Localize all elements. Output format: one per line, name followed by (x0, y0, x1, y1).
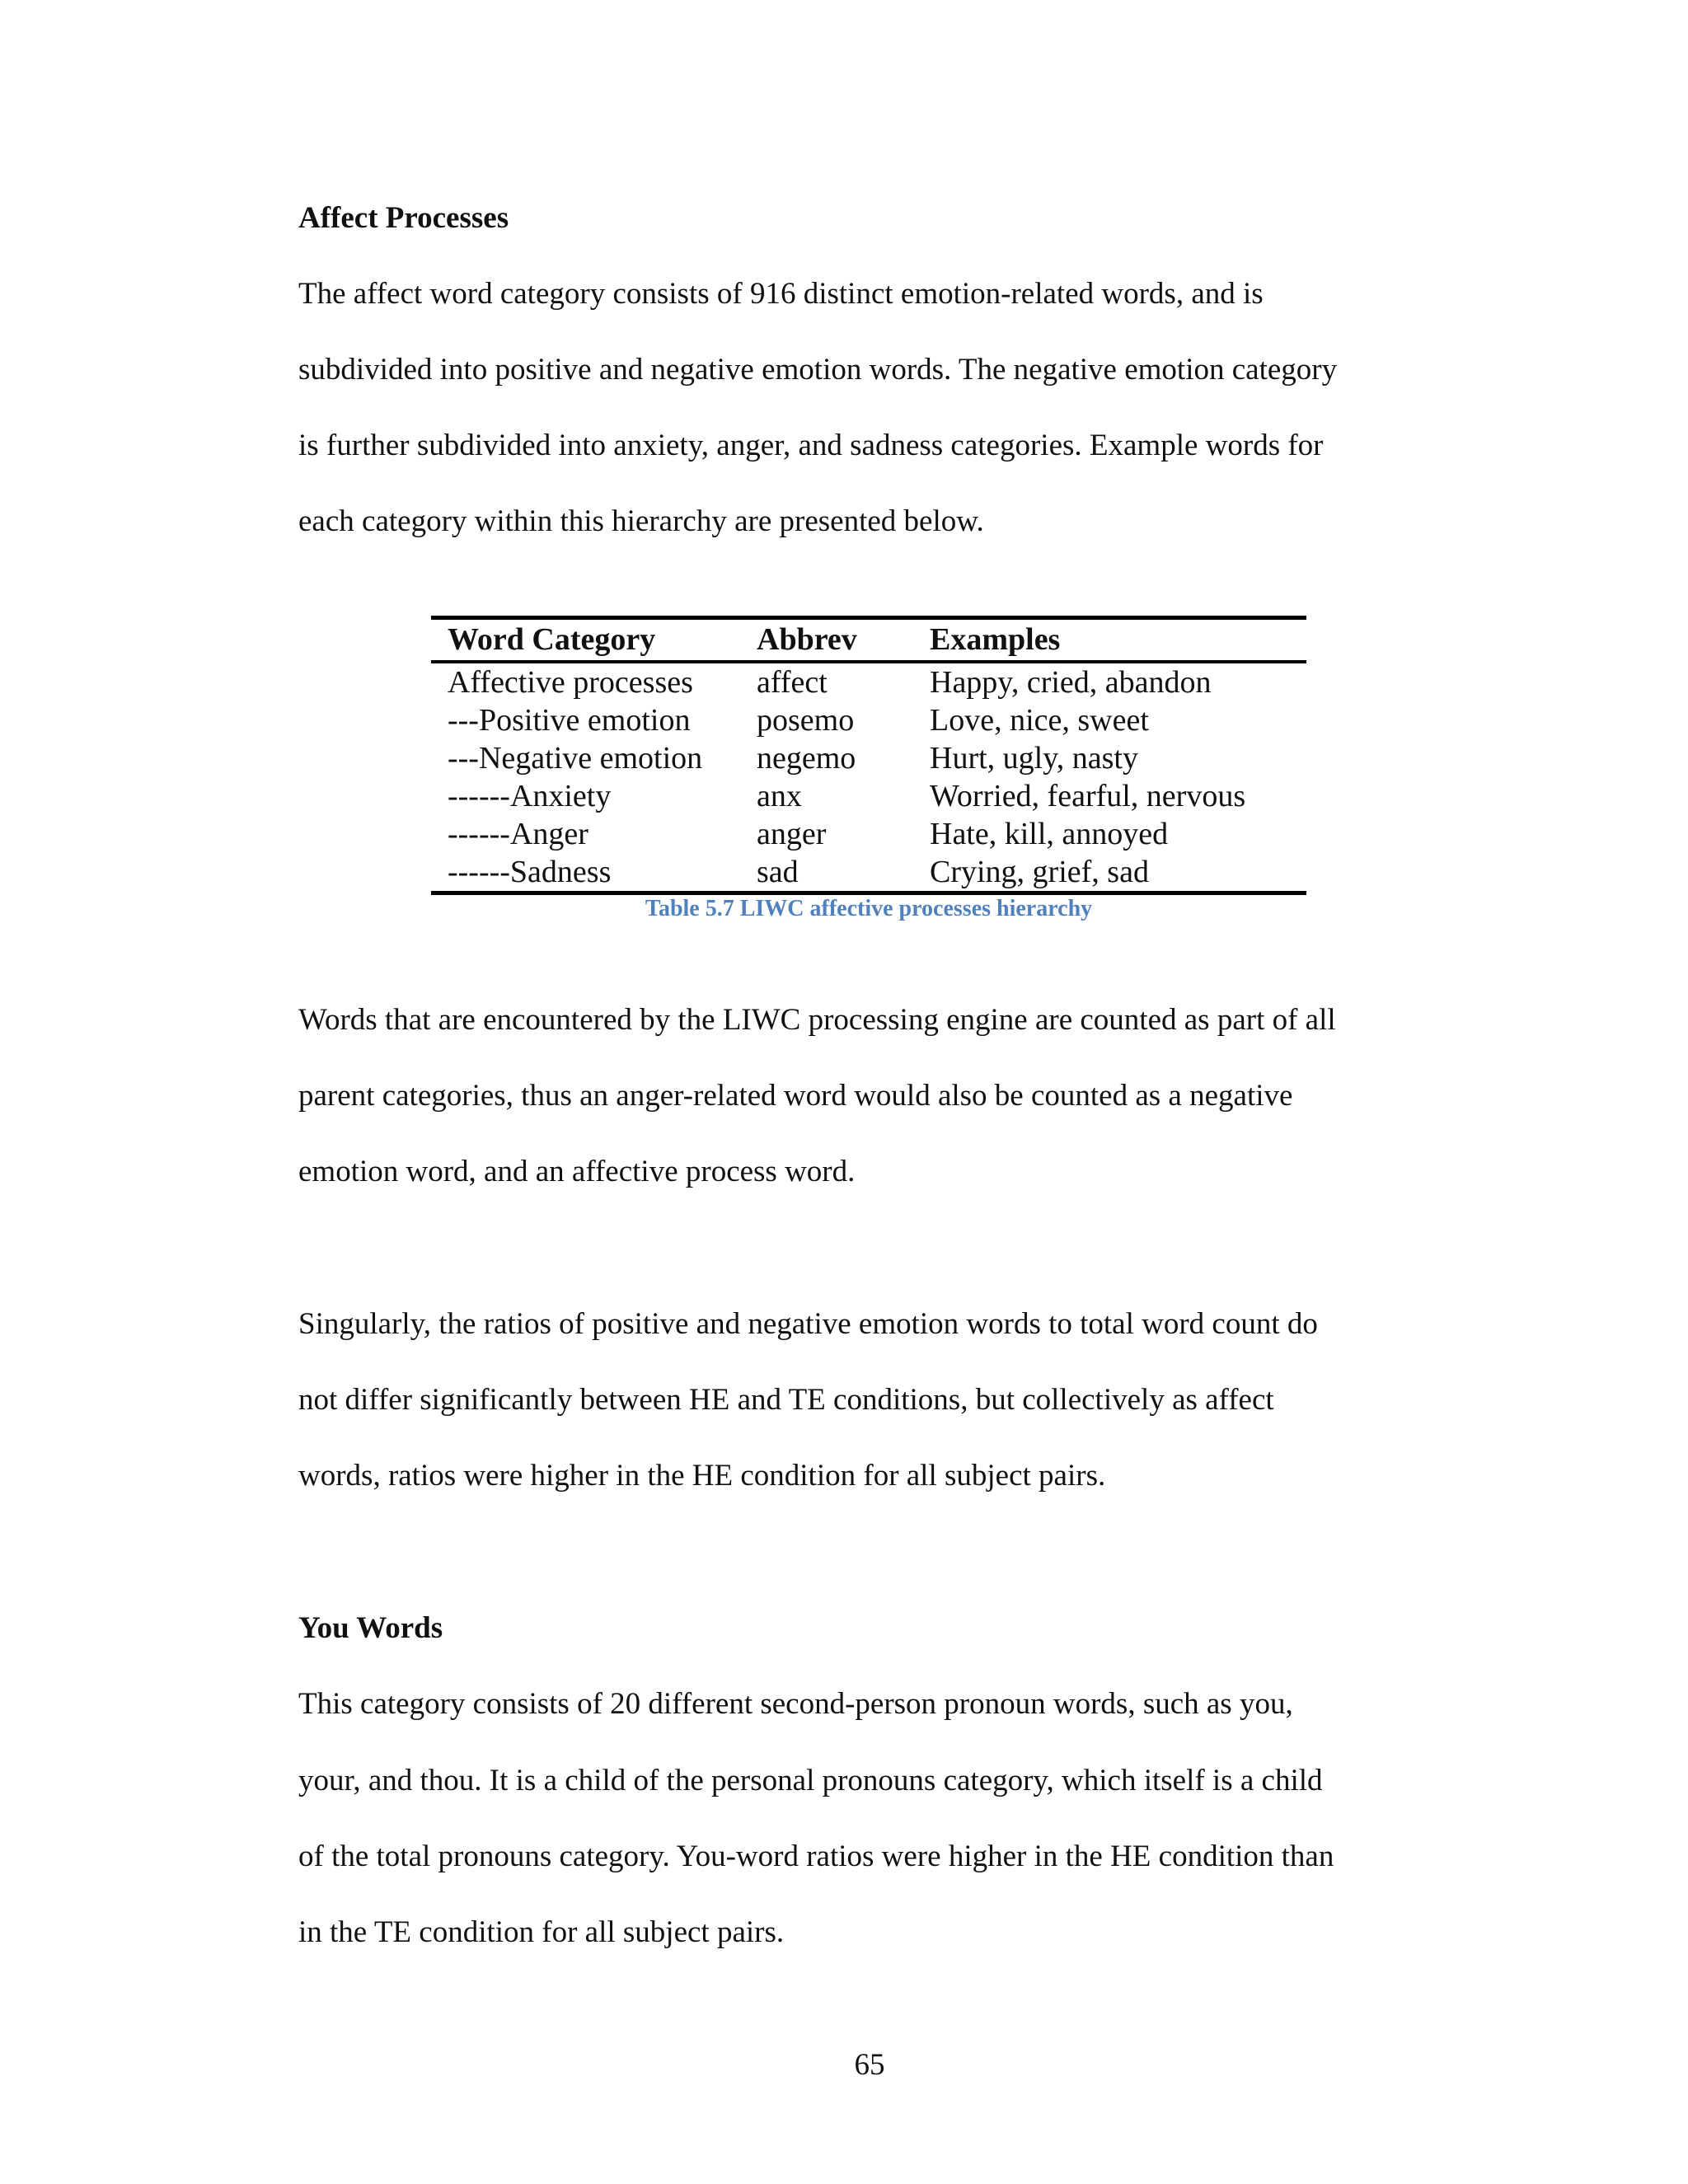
table-row (431, 663, 1306, 701)
cell-abbrev: posemo (757, 703, 855, 738)
paragraph-line: The affect word category consists of 916 distinct emotion-related words, and is (298, 277, 1264, 311)
cell-category: ---Positive emotion (448, 703, 691, 738)
header-abbrev: Abbrev (757, 622, 857, 657)
cell-category: ------Sadness (448, 855, 612, 889)
paragraph-line: parent categories, thus an anger-related word would also be counted as a negative (298, 1079, 1293, 1113)
cell-category: Affective processes (448, 665, 693, 700)
paragraph-line: Words that are encountered by the LIWC processing engine are counted as part of all (298, 1003, 1336, 1037)
cell-examples: Crying, grief, sad (930, 855, 1149, 889)
table-header-row (431, 620, 1306, 663)
table-row (431, 701, 1306, 739)
section-heading-you-words: You Words (298, 1611, 443, 1645)
paragraph-line: in the TE condition for all subject pairs. (298, 1915, 785, 1949)
paragraph-line: Singularly, the ratios of positive and negative emotion words to total word count do (298, 1307, 1318, 1341)
cell-examples: Hurt, ugly, nasty (930, 741, 1138, 776)
paragraph-line: of the total pronouns category. You-word ratios were higher in the HE condition than (298, 1840, 1334, 1873)
paragraph-line: your, and thou. It is a child of the personal pronouns category, which itself is a child (298, 1764, 1323, 1797)
cell-category: ---Negative emotion (448, 741, 703, 776)
cell-abbrev: anx (757, 779, 802, 813)
paragraph-line: This category consists of 20 different second-person pronoun words, such as you, (298, 1687, 1293, 1721)
page-number: 65 (854, 2048, 885, 2082)
cell-category: ------Anxiety (448, 779, 612, 813)
table-row (431, 739, 1306, 777)
header-word-category: Word Category (448, 622, 656, 657)
paragraph-line: emotion word, and an affective process word. (298, 1155, 856, 1188)
header-examples: Examples (930, 622, 1061, 657)
cell-abbrev: affect (757, 665, 828, 700)
table-row (431, 777, 1306, 815)
cell-examples: Happy, cried, abandon (930, 665, 1212, 700)
cell-abbrev: anger (757, 817, 827, 851)
section-heading-affect-processes: Affect Processes (298, 201, 509, 235)
cell-examples: Love, nice, sweet (930, 703, 1149, 738)
table-caption: Table 5.7 LIWC affective processes hierarchy (645, 896, 1093, 921)
paragraph-line: is further subdivided into anxiety, anger, and sadness categories. Example words for (298, 429, 1324, 462)
paragraph-line: not differ significantly between HE and TE conditions, but collectively as affect (298, 1383, 1274, 1417)
cell-examples: Hate, kill, annoyed (930, 817, 1169, 851)
cell-category: ------Anger (448, 817, 588, 851)
paragraph-line: each category within this hierarchy are presented below. (298, 504, 984, 538)
table-row (431, 815, 1306, 853)
cell-abbrev: sad (757, 855, 799, 889)
cell-abbrev: negemo (757, 741, 856, 776)
paragraph-line: words, ratios were higher in the HE condition for all subject pairs. (298, 1459, 1106, 1493)
table-row (431, 853, 1306, 891)
paragraph-line: subdivided into positive and negative emotion words. The negative emotion category (298, 353, 1338, 387)
liwc-affect-table (431, 616, 1306, 895)
cell-examples: Worried, fearful, nervous (930, 779, 1246, 813)
